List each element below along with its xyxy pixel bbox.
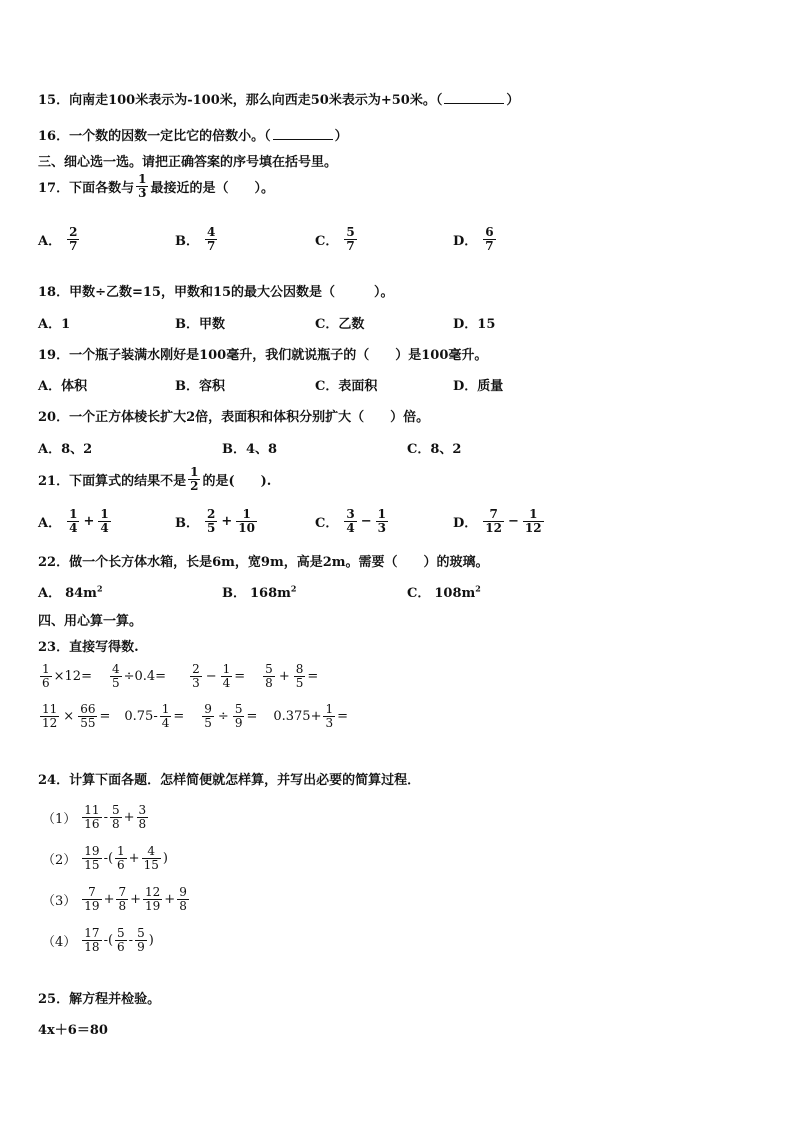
option-d[interactable]: D． $\frac{6}{7}$ [453, 225, 494, 253]
option-b[interactable]: B．甲数 [175, 317, 225, 332]
calc-item [42, 838, 191, 879]
calc-item [42, 797, 191, 838]
option-a[interactable]: A．1 [38, 317, 71, 332]
operator: - [128, 933, 134, 948]
expression: $\frac{4}{5}$ ÷0.4= [111, 662, 167, 690]
fraction: $\frac{1}{3}$ [138, 172, 147, 200]
fraction: $\frac{5}{9}$ [137, 926, 145, 954]
fraction: $\frac{4}{15}$ [143, 844, 159, 872]
item-label: （3） [42, 894, 77, 909]
option-b[interactable]: B． $\frac{4}{7}$ [175, 225, 216, 253]
operator: ) [148, 933, 154, 948]
fraction: $\frac{17}{18}$ [84, 926, 100, 954]
option-d[interactable]: D． $\frac{7}{12}$ − $\frac{1}{12}$ [453, 507, 542, 535]
section-3-heading: 三、细心选一选。请把正确答案的序号填在括号里。 [38, 155, 338, 170]
item-label: （1） [42, 812, 77, 827]
answer-blank[interactable] [444, 93, 504, 104]
calc-items [42, 797, 191, 961]
option-c[interactable]: C． $108m^2$ [407, 583, 481, 601]
operator: - [103, 810, 108, 825]
calc-item [42, 920, 191, 961]
expression: $\frac{11}{12}$ × $\frac{66}{55}$ = [42, 702, 111, 730]
expression: $\frac{5}{8}$ + $\frac{8}{5}$ = [265, 662, 319, 690]
operator: + [123, 810, 135, 825]
question-21: 21． 下面算式的结果不是 $\frac{1}{2}$ 的是( ). [38, 465, 272, 493]
question-25: 25．解方程并检验。 [38, 992, 161, 1007]
question-24: 24．计算下面各题．怎样简便就怎样算，并写出必要的简算过程． [38, 773, 421, 788]
option-a[interactable]: A．8、2 [38, 442, 93, 457]
operator: ) [162, 851, 168, 866]
operator: -( [103, 933, 114, 948]
expression: $\frac{1}{6}$ ×12= [42, 662, 92, 690]
operator: + [128, 851, 140, 866]
item-label: （2） [42, 853, 77, 868]
fraction: $\frac{5}{6}$ [117, 926, 125, 954]
question-18: 18．甲数÷乙数=15，甲数和15的最大公因数是（ ）。 [38, 285, 394, 300]
fraction: $\frac{7}{8}$ [118, 885, 127, 913]
expression: $\frac{9}{5}$ ÷ $\frac{5}{9}$ = [204, 702, 258, 730]
question-19: 19．一个瓶子装满水刚好是100毫升，我们就说瓶子的（ ）是100毫升。 [38, 348, 488, 363]
expression: 0.375+ $\frac{1}{3}$ = [273, 702, 349, 730]
question-16: 16．一个数的因数一定比它的倍数小。（ ） [38, 129, 348, 144]
fraction: $\frac{12}{19}$ [145, 885, 161, 913]
question-22: 22．做一个长方体水箱，长是6m，宽9m，高是2m。需要（ ）的玻璃。 [38, 555, 489, 570]
fraction: $\frac{9}{8}$ [179, 885, 187, 913]
option-b[interactable]: B． $\frac{2}{5}$ + $\frac{1}{10}$ [175, 507, 255, 535]
fraction: $\frac{1}{6}$ [117, 844, 125, 872]
fraction: $\frac{1}{2}$ [190, 465, 199, 493]
option-d[interactable]: D．质量 [453, 379, 504, 394]
fraction: $\frac{7}{19}$ [84, 885, 100, 913]
question-17: 17． 下面各数与 $\frac{1}{3}$ 最接近的是（ ）。 [38, 172, 274, 200]
mental-math-row-2 [38, 703, 348, 729]
operator: + [130, 892, 142, 907]
fraction: $\frac{11}{16}$ [84, 803, 100, 831]
operator: -( [103, 851, 114, 866]
expression: $\frac{2}{3}$ − $\frac{1}{4}$ = [192, 662, 246, 690]
option-a[interactable]: A． $\frac{1}{4}$ + $\frac{1}{4}$ [38, 507, 109, 535]
question-15: 15．向南走100米表示为-100米，那么向西走50米表示为+50米。（ ） [38, 93, 520, 108]
option-a[interactable]: A． $\frac{2}{7}$ [38, 225, 78, 253]
calc-item [42, 879, 191, 920]
operator: + [103, 892, 115, 907]
equation: 4x＋6＝80 [38, 1023, 108, 1038]
item-label: （4） [42, 935, 77, 950]
option-c[interactable]: C．8、2 [407, 442, 462, 457]
option-b[interactable]: B．4、8 [222, 442, 278, 457]
fraction: $\frac{3}{8}$ [138, 803, 147, 831]
option-c[interactable]: C． $\frac{5}{7}$ [315, 225, 355, 253]
option-c[interactable]: C．乙数 [315, 317, 365, 332]
expression: 0.75- $\frac{1}{4}$ = [124, 702, 185, 730]
section-4-heading: 四、用心算一算。 [38, 614, 143, 629]
answer-blank[interactable] [273, 129, 333, 140]
option-a[interactable]: A．体积 [38, 379, 88, 394]
option-c[interactable]: C．表面积 [315, 379, 378, 394]
question-23: 23．直接写得数. [38, 640, 139, 655]
option-a[interactable]: A． $84m^2$ [38, 583, 103, 601]
option-c[interactable]: C． $\frac{3}{4}$ − $\frac{1}{3}$ [315, 507, 386, 535]
fraction: $\frac{5}{8}$ [111, 803, 120, 831]
mental-math-row-1 [38, 663, 318, 689]
question-20: 20．一个正方体棱长扩大2倍，表面积和体积分别扩大（ ）倍。 [38, 410, 430, 425]
fraction: $\frac{19}{15}$ [84, 844, 100, 872]
option-d[interactable]: D．15 [453, 317, 496, 332]
operator: + [164, 892, 176, 907]
option-b[interactable]: B．容积 [175, 379, 225, 394]
option-b[interactable]: B． $168m^2$ [222, 583, 297, 601]
